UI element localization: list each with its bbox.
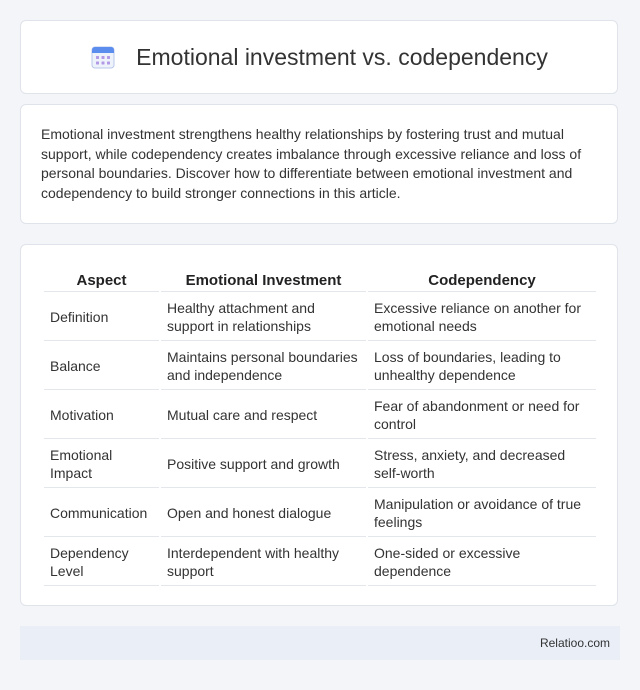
table-cell: Stress, anxiety, and decreased self-worth [368, 441, 596, 488]
footer-bar [20, 626, 620, 660]
table-cell: Mutual care and respect [161, 392, 366, 439]
intro-text: Emotional investment strengthens healthy relationships by fostering trust and mutual support, while codependency creates imbalance through excessive reliance and loss of personal boundaries. Discover how to differentiate between emotional investment and codependency to build stronger connections in this article. [41, 126, 582, 201]
footer-brand: Relatioo.com [539, 636, 610, 650]
calendar-icon [90, 44, 116, 70]
table-cell: Interdependent with healthy support [161, 539, 366, 586]
table-row [44, 490, 596, 537]
table-cell: Loss of boundaries, leading to unhealthy dependence [368, 343, 596, 390]
comparison-table [42, 263, 598, 588]
table-cell: Fear of abandonment or need for control [368, 392, 596, 439]
table-cell: Definition [44, 294, 159, 341]
table-cell: Healthy attachment and support in relationships [161, 294, 366, 341]
table-cell: Excessive reliance on another for emotional needs [368, 294, 596, 341]
table-cell: Emotional Impact [44, 441, 159, 488]
table-cell: Manipulation or avoidance of true feelings [368, 490, 596, 537]
column-header-codependency: Codependency [368, 265, 596, 292]
table-header-row [44, 265, 596, 292]
table-row [44, 294, 596, 341]
table-row [44, 343, 596, 390]
page-title: Emotional investment vs. codependency [136, 43, 548, 70]
table-row [44, 539, 596, 586]
table-cell: Maintains personal boundaries and independence [161, 343, 366, 390]
table-cell: One-sided or excessive dependence [368, 539, 596, 586]
table-cell: Balance [44, 343, 159, 390]
table-cell: Motivation [44, 392, 159, 439]
column-header-emotional-investment: Emotional Investment [161, 265, 366, 292]
column-header-aspect: Aspect [44, 265, 159, 292]
table-row [44, 392, 596, 439]
table-cell: Dependency Level [44, 539, 159, 586]
header-card [20, 20, 618, 94]
table-cell: Positive support and growth [161, 441, 366, 488]
comparison-table-card [20, 244, 618, 606]
table-cell: Communication [44, 490, 159, 537]
intro-card [20, 104, 618, 224]
table-row [44, 441, 596, 488]
table-cell: Open and honest dialogue [161, 490, 366, 537]
